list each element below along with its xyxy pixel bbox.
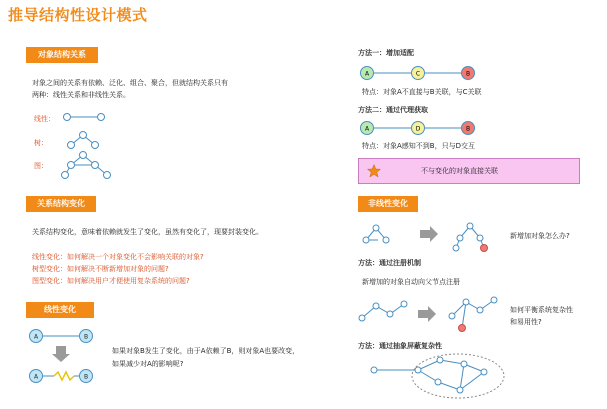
method1-diagram (358, 62, 483, 84)
register-before (359, 301, 407, 321)
highlight-text: 不与变化的对象直接关联 (421, 167, 498, 175)
linear-diagram (64, 114, 105, 121)
method-register-title: 方法：通过注册机制 (358, 259, 421, 267)
linear-change-diagram (24, 326, 104, 388)
method1-feature: 特点：对象A不直接与B关联，与C关联 (362, 88, 482, 96)
linear-change-desc-line2: 如果减少对A的影响呢? (112, 360, 184, 368)
tree-label: 树： (34, 139, 48, 147)
register-after (449, 297, 497, 332)
object-relation-desc-line2: 两种：线性关系和非线性关系。 (32, 91, 130, 99)
object-relation-tag: 对象结构关系 (26, 47, 98, 63)
method1-title: 方法一：增加适配 (358, 49, 414, 57)
method1-node-c: C (415, 70, 421, 78)
linear-label: 线性： (34, 115, 55, 123)
structure-diagrams (55, 105, 115, 185)
register-diagram (356, 292, 506, 336)
tree-after (453, 223, 488, 252)
relation-change-desc: 关系结构变化，意味着依赖就发生了变化，虽然有变化了，现要封装变化。 (32, 228, 263, 236)
down-arrow-icon (52, 346, 70, 362)
linear-node-a: A (33, 333, 39, 341)
linear-change-tag: 线性变化 (26, 302, 94, 318)
linear-node-b: B (83, 333, 89, 341)
nonlinear-change-tag: 非线性变化 (358, 196, 418, 212)
method2-title: 方法二：通过代理获取 (358, 106, 428, 114)
balance-question-line2: 和易用性? (510, 318, 542, 326)
method-register-desc: 新增加的对象自动向父节点注册 (362, 278, 460, 286)
broken-link-icon (54, 372, 74, 380)
graph-change-question: 图型变化：如何解决用户才便使用复杂系统的问题? (32, 277, 190, 285)
relation-change-tag: 关系结构变化 (26, 196, 96, 212)
highlight-box (358, 158, 580, 184)
right-arrow-icon-2 (418, 306, 436, 322)
star-icon (367, 164, 381, 178)
linear-node-a-2: A (33, 373, 39, 381)
right-arrow-icon (420, 226, 438, 242)
method2-diagram (358, 117, 483, 139)
method2-node-a: A (364, 125, 370, 133)
graph-diagram (62, 152, 111, 179)
method2-node-d: D (415, 125, 421, 133)
balance-question-line1: 如何平衡系统复杂性 (510, 306, 573, 314)
method1-node-b: B (465, 70, 471, 78)
tree-change-question: 树型变化：如何解决不断新增加对象的问题? (32, 265, 169, 273)
method-facade-title: 方法：通过抽象屏蔽复杂性 (358, 342, 442, 350)
method2-feature: 特点：对象A感知不到B，只与D交互 (362, 142, 475, 150)
linear-change-desc-line1: 如果对象B发生了变化，由于A依赖了B，则对象A也要改变， (112, 347, 300, 355)
object-relation-desc-line1: 对象之间的关系有依赖、泛化、组合、聚合，但就结构关系只有 (32, 79, 228, 87)
method1-node-a: A (364, 70, 370, 78)
page-title: 推导结构性设计模式 (8, 6, 148, 24)
method2-node-b: B (465, 125, 471, 133)
tree-before (363, 225, 389, 243)
graph-label: 图： (34, 162, 48, 170)
tree-diagram (68, 132, 99, 149)
linear-node-b-2: B (83, 373, 89, 381)
facade-diagram (368, 352, 508, 406)
linear-change-question: 线性变化：如何解决一个对象变化不会影响关联的对象? (32, 253, 204, 261)
nonlinear-question: 新增加对象怎么办? (510, 232, 570, 240)
nonlinear-change-diagram (358, 220, 508, 254)
